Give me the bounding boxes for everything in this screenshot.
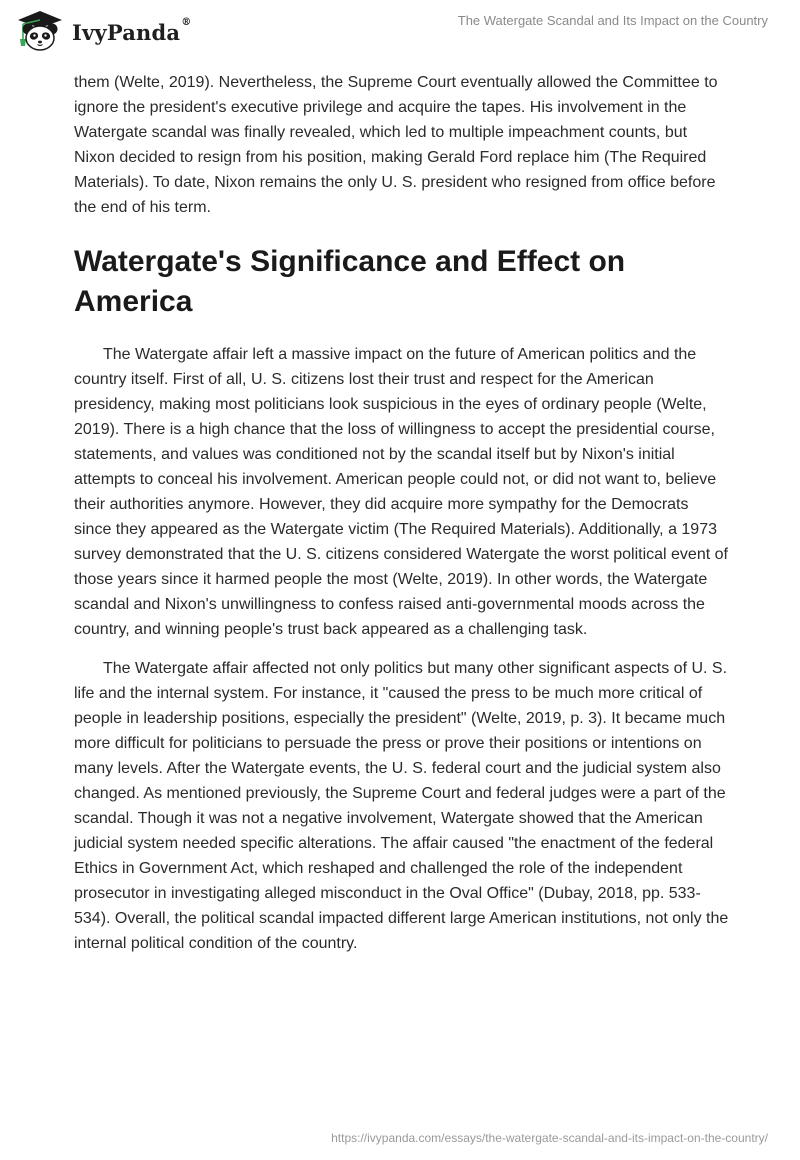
footer-source-url[interactable]: https://ivypanda.com/essays/the-watergate-scandal-and-its-impact-on-the-country/ xyxy=(331,1131,768,1145)
body-paragraph-1: The Watergate affair left a massive impact on the future of American politics and the country itself. First of all, U. S. citizens lost their trust and respect for the American presidency, making most politicians look suspicious in the eyes of ordinary people (Welte, 2019). There is a high chance that the loss of willingness to accept the presidential course, statements, and values was conditioned not by the scandal itself but by Nixon's initial attempts to conceal his involvement. American people could not, or did not want to, believe their authorities anymore. However, they did acquire more sympathy for the Democrats since they appeared as the Watergate victim (The Required Materials). Additionally, a 1973 survey demonstrated that the U. S. citizens considered Watergate the worst political event of those years since it harmed people the most (Welte, 2019). In other words, the Watergate scandal and Nixon's unwillingness to confess raised anti-governmental moods across the country, and winning people's trust back appeared as a challenging task. xyxy=(74,346,728,638)
section-heading: Watergate's Significance and Effect on America xyxy=(74,245,626,318)
essay-body xyxy=(74,70,730,970)
document-title: The Watergate Scandal and Its Impact on the Country xyxy=(457,13,768,28)
brand-name xyxy=(72,16,192,45)
body-paragraph-2: The Watergate affair affected not only politics but many other significant aspects of U. S. life and the internal system. For instance, it "caused the press to be much more critical of people in leadership positions, especially the president" (Welte, 2019, p. 3). It became much more difficult for politicians to persuade the press or prove their positions or intentions on many levels. After the Watergate events, the U. S. federal court and the judicial system also changed. As mentioned previously, the Supreme Court and federal judges were a part of the scandal. Though it was not a negative involvement, Watergate showed that the American judicial system needed specific alterations. The affair caused "the enactment of the federal Ethics in Government Act, which reshaped and challenged the role of the independent prosecutor in investigating alleged misconduct in the Oval Office" (Dubay, 2018, pp. 533-534). Overall, the political scandal impacted different large American institutions, not only the internal political condition of the country. xyxy=(74,660,729,952)
brand-logo[interactable] xyxy=(14,9,191,53)
brand-name-text: IvyPanda xyxy=(72,19,181,45)
page-header xyxy=(0,0,800,62)
panda-graduate-logo-icon xyxy=(14,9,66,53)
registered-mark: ® xyxy=(181,16,192,28)
intro-paragraph: them (Welte, 2019). Nevertheless, the Supreme Court eventually allowed the Committee to ignore the president's executive privilege and acquire the tapes. His involvement in the Watergate scandal was finally revealed, which led to multiple impeachment counts, but Nixon decided to resign from his position, making Gerald Ford replace him (The Required Materials). To date, Nixon remains the only U. S. president who resigned from office before the end of his term. xyxy=(74,74,718,216)
